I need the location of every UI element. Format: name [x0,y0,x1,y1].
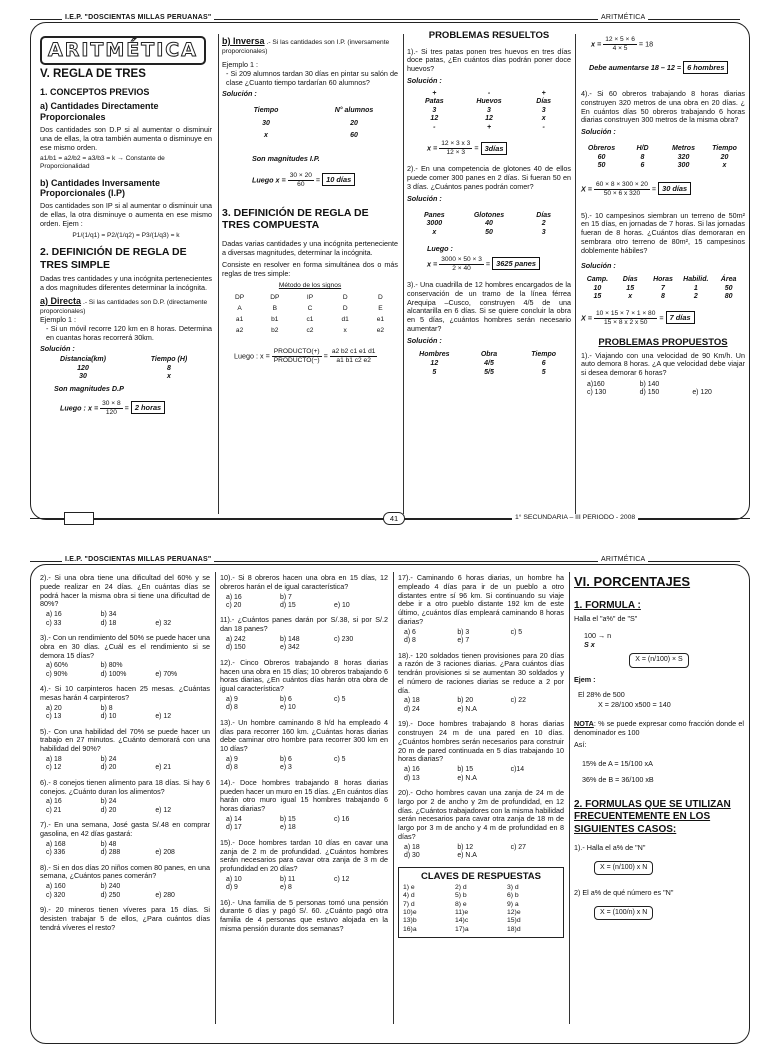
answer-option: e) 70% [155,670,178,678]
answer-option: a) 20 [46,704,62,712]
answer-option: c) 5 [510,628,523,636]
subject-name: ARITMÉTICA [598,556,648,565]
answer-option: c) 21 [46,806,62,814]
question-text: 19).- Doce hombres trabajando 8 horas diarias construyen 24 m de una pared en 10 días. ¿Cuántos hombres serán necesarios para construir 20 m de pared continuada en 5 días trabajando 10 horas diarias? [398,719,564,764]
section-title: PROBLEMAS PROPUESTOS [598,337,728,348]
answer-option: a) 242 [226,635,246,643]
answer-option [334,824,388,832]
answer-key: 17)a [455,925,469,933]
section-title: 1. FORMULA : [574,599,641,611]
answer-option: a) 18 [46,755,62,763]
answer-key: 12)e [507,908,521,916]
answer-options [226,696,388,713]
answer-option: e) 18 [280,824,296,832]
answer-option: c) 12 [334,875,350,883]
answer-option: d) 20 [100,806,117,814]
answer-option: d) 10 [100,713,117,721]
section-title: a) Cantidades Directamente Proporcionales [40,101,159,123]
signs-table: DP DP IP D D A B C D E a1 b1 c1 d1 e1 a2 b2 c2 x e2 [235,294,385,335]
answer-option: e) 12 [155,806,172,814]
question-text: 6).- 8 conejos tienen alimento para 18 días. Si hay 6 conejos. ¿Cuánto duran los alimentos? [40,777,210,796]
answer-option: d) 8 [404,637,416,645]
answer-option: a) 168 [46,840,66,848]
answer-key: 6) b [507,892,519,900]
data-table: Panes Glotones Días 3000 40 2 x 50 3 [424,211,552,236]
answer-option: a) 16 [226,593,242,601]
answer-key: 7) d [403,900,415,908]
answer-option: b) 8 [100,704,113,712]
answer-options [226,594,388,611]
formula: a1/b1 = a2/b2 = a3/b3 = k → Constante de Proporcionalidad [40,155,165,171]
answer-option: e) 280 [155,891,175,899]
answer-option: e) 8 [280,884,292,892]
answer-option [155,883,210,891]
answer-option: a) 60% [46,662,68,670]
answer-option: e) 32 [155,619,172,627]
answer-key: 4) d [403,892,415,900]
answer-option: b) 20 [457,697,474,705]
answer-options [46,662,210,679]
answer-option: c) 13 [46,713,62,721]
formula: P1/(1/q1) = P2/(1/q2) = P3/(1/q3) = k [72,231,180,239]
question-text: 20).- Ocho hombres cavan una zanja de 24 m de largo por 2 de ancho y 2m de profundidad, en 12 días. ¿Cuántos trabajadores con la misma habilidad serán necesarios para cavar otra zanja de 18 m de largo por 3 m de ancho y 4 m de profundidad en 8 días? [398,788,564,841]
answer-option: e) 7 [457,637,470,645]
answer-option: a) 160 [46,883,66,891]
school-name: I.E.P. "DOSCIENTAS MILLAS PERUANAS" [62,556,214,565]
answer-option: b) 12 [457,843,474,851]
answer-key: 3) d [507,884,519,892]
answer-option: c) 33 [46,619,62,627]
result-box: 10 días [322,173,355,186]
answer-option: a) 18 [404,697,420,705]
subject-logo: ARITMÉTICA [40,36,206,65]
answer-option: d) 15 [280,601,296,609]
answer-option: d) 8 [226,704,238,712]
answer-option: e) 12 [155,713,172,721]
answer-key: 10)e [403,908,417,916]
answer-option: b) 24 [100,755,117,763]
answer-option [155,611,210,619]
answer-option [155,662,210,670]
result-box: 6 hombres [683,61,728,74]
question-text: 10).- Si 8 obreros hacen una obra en 15 días, 12 obreros harán el de igual característica? [220,573,388,591]
bottom-col-3 [398,574,564,1024]
answer-key: 18)d [507,925,521,933]
answer-option: c) 27 [510,843,526,851]
bottom-col-1 [40,574,210,1024]
answer-key: 11)e [455,908,469,916]
answer-option: b) 3 [457,628,470,636]
bottom-col-4: VI. PORCENTAJES 1. FORMULA : Halla el "a%" de "S" 100 → n S x X = (n/100) × S Ejem : El 28% de 500 X = 28/100 x500 = 140 NOTA: % se puede expresar como fracción donde el denominador es 100 Así: 15% de A = 15/100 xA 36% de B = 36/100 xB 2. FORMULAS QUE SE UTILIZAN FRECUENTEMENTE EN LOS SIGUIENTES CASOS: 1).- Halla el a% de "N" X = (n/100) x N 2) El a% de qué número es "N" X = (100/n) x N [574,574,744,1024]
result-box: 3625 panes [492,257,540,270]
question-text: 7).- En una semana, José gasta S/.48 en comprar gasolina, en 42 días gastará: [40,820,210,838]
answer-options [404,766,564,783]
answer-option: e) N.A [457,774,477,782]
answer-option: d) 30 [404,852,420,860]
answer-option: b) 148 [280,635,300,643]
answer-options [404,629,564,646]
answer-option: b) 24 [100,798,117,806]
result-line: Luego : x = $\frac{\text{PRODUCTO(+)}}{\text{PRODUCTO(−)}}$ = $\frac{a2 b2 c1 e1 d1}{a1 b1 c2 e2}$ [234,347,376,364]
question-text: 15).- Doce hombres tardan 10 días en cavar una zanja de 2 m de profundidad. ¿Cuántos hombres serán necesarios para cavar otra zanja de 3 m de profundidad en 20 días? [220,837,388,874]
answer-option: c)14 [510,766,525,774]
answer-option: c) 22 [510,697,526,705]
answer-option [511,706,564,714]
answer-options [226,816,388,833]
section-title: PROBLEMAS RESUELTOS [428,30,550,41]
answer-option: d) 18 [100,619,117,627]
answer-option: d) 250 [100,891,121,899]
answer-option: e) 208 [155,849,175,857]
answer-key: 1) e [403,884,415,892]
question-text: 9).- 20 mineros tienen víveres para 15 días. Si desisten trabajar 5 de ellos, ¿Para cuántos días tendrá víveres el resto? [40,904,210,932]
section-title: 2. DEFINICIÓN DE REGLA DE TRES SIMPLE [40,245,187,271]
data-table: Tiempo N° alumnos 30 20 x 60 [253,107,374,140]
result-line: X = $\frac{60 \times 8 \times 300 \times 20}{50 \times 6 x 320}$ = 30 días [581,181,745,198]
answer-key: 15)d [507,917,521,925]
answer-option: d) 9 [226,884,238,892]
answer-option [334,594,388,602]
answer-option [155,841,210,849]
answer-options [46,798,210,815]
school-name: I.E.P. "DOSCIENTAS MILLAS PERUANAS" [62,14,214,23]
answer-option: c) 16 [334,815,350,823]
answer-key: 8) e [455,900,467,908]
answer-keys-grid [403,884,559,934]
answer-option: b) 7 [280,593,292,601]
answer-option: a) 16 [404,766,420,774]
unit-title: VI. PORCENTAJES [574,574,691,589]
answer-option: a) 10 [226,875,242,883]
page-number: 41 [383,512,405,525]
answer-option: d) 8 [226,764,238,772]
answer-option: a) 6 [404,628,416,636]
answer-option: d) 24 [404,705,420,713]
answer-option: d) 17 [226,824,242,832]
formula-box: X = (n/100) x N [594,861,653,876]
answer-option: a) 9 [226,755,238,763]
answer-option: c) 5 [334,695,346,703]
answer-option: a) 16 [46,611,62,619]
answer-options [46,841,210,858]
data-table: Hombres Obra Tiempo 12 4/5 6 5 5/5 5 [419,351,557,376]
answer-option: e) 10 [280,704,296,712]
answer-options [46,756,210,773]
question-text: 17).- Caminando 6 horas diarias, un hombre ha empleado 4 días para ir de un pueblo a otro distantes entre sí 96 km. Si continuando su viaje debe ir a otro pueblo distante 192 km de este último, ¿cuántos días empleará caminando 8 horas diarias? [398,573,564,626]
question-text: 11).- ¿Cuántos panes darán por S/.38, si por S/.2 dan 18 panes? [220,615,388,634]
result-box: 7 días [666,311,695,324]
answer-option: d) 20 [100,764,117,772]
answer-option: c) 90% [46,670,68,678]
answer-option: c) 20 [226,601,242,609]
period-label: 1° SECUNDARIA – III PERIODO - 2008 [512,514,638,522]
answer-options [46,883,210,900]
answer-option [334,704,388,712]
formula-box: X = (n/100) × S [629,653,688,668]
answer-option: b) 6 [280,695,292,703]
answer-options [404,697,564,714]
result-line: Debe aumentarse 18 – 12 = 6 hombres [589,61,745,74]
answer-option: b) 6 [280,755,292,763]
answer-key: 16)a [403,925,417,933]
answer-option [511,637,564,645]
answer-options [46,611,210,628]
answer-option [334,644,388,652]
bottom-col-2 [220,574,388,1024]
answer-options [404,844,564,861]
answer-key: 2) d [455,884,467,892]
section-title: 3. DEFINICIÓN DE REGLA DE TRES COMPUESTA [222,206,369,232]
answer-option: b) 48 [100,840,117,848]
answer-options [226,636,388,653]
question-text: 18).- 120 soldados tienen provisiones para 20 días a razón de 3 raciones diarias. ¿Para cuántos días tendrán provisiones si se aumentan 30 soldados y el número de raciones diarias se reduce a 2 por día. [398,650,564,695]
data-table: + - + Patas Huevos Días 3 3 3 12 12 x - + - [424,89,552,131]
answer-option: a) 18 [404,843,420,851]
answer-option: e) N.A [457,852,477,860]
answer-option: b) 11 [280,875,296,883]
result-box: 30 días [658,182,691,195]
formula-box: X = (100/n) x N [594,906,653,921]
answer-key: 5) b [455,892,467,900]
answer-option: a) 16 [46,798,62,806]
answer-option [155,705,210,713]
question-text: 13).- Un hombre caminando 8 h/d ha empleado 4 días para recorrer 160 km. ¿Cuántas horas diarias debe caminar otro hombre para recorrer 300 km en 10 días? [220,717,388,754]
section-title: 1. CONCEPTOS PREVIOS [40,87,150,98]
answer-option: d) 150 [226,644,246,652]
answer-option: c) 320 [46,891,66,899]
answer-key: 14)c [455,917,469,925]
answer-option [511,852,564,860]
question-text: 4).- Si 10 carpinteros hacen 25 mesas. ¿Cuántas mesas harán 4 carpinteros? [40,684,210,702]
result-line: x = $\frac{3000 \times 50 \times 3}{2 \times 40}$ = 3625 panes [407,256,571,273]
question-text: 5).- Con una habilidad del 70% se puede hacer un trabajo en 27 minutos. ¿Cuánto demorará con una habilidad del 90%? [40,726,210,754]
answer-key: 9) a [507,900,519,908]
answer-option: b) 34 [100,611,117,619]
result-line: Luego x = $\frac{30 \times 20}{60}$ = 10 días [222,172,398,189]
top-col-2: b) Inversa .- Si las cantidades son I.P. (inversamente proporcionales) Ejemplo 1 : - Si 209 alumnos tardan 30 días en pintar su salón de clase ¿Cuanto tiempo tardarían 60 alumnos? Solución : Tiempo N° alumnos 30 20 x 60 Son magnitudes I.P. Luego x = $\frac{30 \times 20}{60}$ = 10 días 3. DEFINICIÓN DE REGLA DE TRES COMPUESTA Dadas varias cantidades y una incógnita perteneciente a diversas magnitudes, determinar la incógnita. Consiste en resolver en forma simultánea dos o más reglas de tres simple: Método de los signos DP DP IP D D A B C D E a1 b1 c1 d1 e1 a2 b2 c2 x e2 Luego : x = $\frac{\text{PRODUCTO(+)}}{\text{PRODUCTO(−)}}$ = $\frac{a2 b2 c1 e1 d1}{a1 b1 c2 e2}$ [222,36,398,364]
answer-options [226,756,388,773]
answer-option: e) 21 [155,764,172,772]
answer-option: b) 15 [457,766,474,774]
result-line: x = $\frac{12 \times 3 x 3}{12 \times 3}$ = 3días [427,140,571,157]
answer-option [511,775,564,783]
answer-keys-title: CLAVES DE RESPUESTAS [420,870,541,882]
data-table: Camp. Días Horas Habilid. Área 10 15 7 1 50 15 x 8 2 80 [586,276,737,301]
question-text: 8).- Si en dos días 20 niños comen 80 panes, en una semana, ¿Cuántos panes comerán? [40,862,210,881]
answer-option: d) 100% [100,670,127,678]
result-line: Luego : x = $\frac{30 \times 8}{120}$ = 2 horas [40,400,212,417]
answer-option: c) 12 [46,764,62,772]
top-col-3: PROBLEMAS RESUELTOS 1).- Si tres patas ponen tres huevos en tres días doce patas, ¿En cuántos días podrán poner doce huevos? Solución : + - + Patas Huevos Días 3 3 3 12 12 x - + - x = $\frac{12 \times 3 x 3}{12 \times 3}$ = 3días 2).- En una competencia de glotones 40 de ellos puede comer 300 panes en 2 días. Si fueran 50 en 3 días. ¿Cuántos panes podrán comer? Solución : Panes Glotones Días 3000 40 2 x 50 3 Luego : x = $\frac{3000 \times 50 \times 3}{2 \times 40}$ = 3625 panes 3).- Una cuadrilla de 12 hombres encargados de la conservación de un tramo de la línea férrea Arequipa –Cusco, construyen 4/5 de una alcantarilla en 6 días. Si se quiere concluir la obra en 5 días, ¿cuántos hombres serán necesario aumentar? Solución : Hombres Obra Tiempo 12 4/5 6 5 5/5 5 [407,30,571,376]
answer-option: d) 13 [404,774,420,782]
top-col-1: ARITMÉTICA V. REGLA DE TRES 1. CONCEPTOS PREVIOS a) Cantidades Directamente Proporcionales Dos cantidades son D.P si al aumentar o disminuir una de ellas, la otra también aumenta o disminuye en ese mismo orden. a1/b1 = a2/b2 = a3/b3 = k → Constante de Proporcionalidad b) Cantidades Inversamente Proporcionales (I.P) Dos cantidades son IP si al aumentar o disminuir una de ellas, la otra disminuye o aumenta en ese mismo orden. Ejem : P1/(1/q1) = P2/(1/q2) = P3/(1/q3) = k 2. DEFINICIÓN DE REGLA DE TRES SIMPLE Dadas tres cantidades y una incógnita pertenecientes a dos magnitudes diferentes determinar la incógnita. a) Directa .- Si las cantidades son D.P. (directamente proporcionales) Ejemplo 1 : - Si un móvil recorre 120 km en 8 horas. Determina en cuantas horas recorrerá 30km. Solución : Distancia(km) Tiempo (H) 120 8 30 x Son magnitudes D.P Luego : x = $\frac{30 \times 8}{120}$ = 2 horas [40,36,212,510]
subject-name: ARITMÉTICA [598,14,648,23]
answer-option: a) 14 [226,815,242,823]
answer-options [226,876,388,893]
data-table: Obreros H/D Metros Tiempo 60 8 320 20 50 6 300 x [587,145,737,170]
answer-options [46,705,210,722]
answer-keys-box [398,867,564,938]
answer-option [334,884,388,892]
section-title: b) Cantidades Inversamente Proporcionales (I.P) [40,177,161,199]
question-text: 16).- Una familia de 5 personas tomó una pensión durante 6 días y pagó S/. 60. ¿Cuánto pagó otra familia de 4 personas que estuvo alojada en la misma pensión durante dos semanas? [220,897,388,934]
answer-option: c) 230 [334,635,354,643]
answer-option: c) 5 [334,755,346,763]
bottom-page [0,548,768,1024]
answer-option: c) 336 [46,849,66,857]
result-box: 2 horas [131,401,165,414]
answer-option: e) 3 [280,764,292,772]
answer-key: 13)b [403,917,417,925]
result-line: x = $\frac{12 \times 5 \times 6}{4 \times 5}$ = 18 [591,36,654,53]
answer-option [155,798,210,806]
answer-option: d) 288 [100,849,121,857]
answer-option: e) 342 [280,644,300,652]
question-text: 2).- Si una obra tiene una dificultad del 60% y se puede realizar en 24 días. ¿En cuántas días se podrá hacer la misma obra si tiene una dificultad de 80%? [40,573,210,609]
answer-option [155,756,210,764]
section-title: 2. FORMULAS QUE SE UTILIZAN FRECUENTEMENTE EN LOS SIGUIENTES CASOS: [574,799,731,835]
data-table: Distancia(km) Tiempo (H) 120 8 30 x [60,356,188,381]
top-col-4: x = $\frac{12 \times 5 \times 6}{4 \times 5}$ = 18 Debe aumentarse 18 – 12 = 6 hombres 4).- Si 60 obreros trabajando 8 horas diarias construyen 320 metros de una obra en 20 días. ¿ En cuántos días 50 obreros trabajando 6 horas diarias construyen 300 metros de la misma obra? Solución : Obreros H/D Metros Tiempo 60 8 320 20 50 6 300 x X = $\frac{60 \times 8 \times 300 \times 20}{50 \times 6 x 320}$ = 30 días 5).- 10 campesinos siembran un terreno de 50m² en 15 días, en jornadas de 7 horas. Si las jornadas fueran de 8 horas. ¿Cuántos días demoraran en sembrara otro terreno de 80m², 15 campesinos doblemente hábiles? Solución : Camp. Días Horas Habilid. Área 10 15 7 1 50 15 x 8 2 80 X = $\frac{10 \times 15 \times 7 \times 1 \times 80}{15 \times 8 x 2 x 50}$ = 7 días PROBLEMAS PROPUESTOS 1).- Viajando con una velocidad de 90 Km/h. Un auto demora 8 horas. ¿A que velocidad debe viajar si desea demorar 6 horas? a)160 b) 140 c) 130 d) 150 e) 120 [581,36,745,397]
unit-title: V. REGLA DE TRES [40,68,146,81]
answer-option: b) 240 [100,883,121,891]
answer-option: b) 15 [280,815,296,823]
result-box: 3días [481,142,508,155]
question-text: 3).- Con un rendimiento del 50% se puede hacer una obra en 30 días. ¿Cuál es el rendimiento si se demora 15 días? [40,632,210,660]
answer-option: b) 80% [100,662,123,670]
answer-option: e) N.A [457,705,477,713]
question-text: 14).- Doce hombres trabajando 8 horas diarias pueden hacer un muro en 15 días. ¿En cuántos días harán otro muro igual 15 hombres trabajando 6 horas diarias? [220,777,388,814]
answer-option [334,764,388,772]
top-footer [0,512,768,526]
answer-options: a)160 b) 140 c) 130 d) 150 e) 120 [587,380,712,397]
answer-option: e) 10 [334,601,350,609]
answer-option: a) 9 [226,695,238,703]
result-line: X = $\frac{10 \times 15 \times 7 \times 1 \times 80}{15 \times 8 x 2 x 50}$ = 7 días [581,310,745,327]
question-text: 12).- Cinco Obreros trabajando 8 horas diarias hacen una obra en 15 días; 10 obreros trabajando 6 horas diarias, ¿En cuántos días harán otra obra de igual característica? [220,657,388,694]
